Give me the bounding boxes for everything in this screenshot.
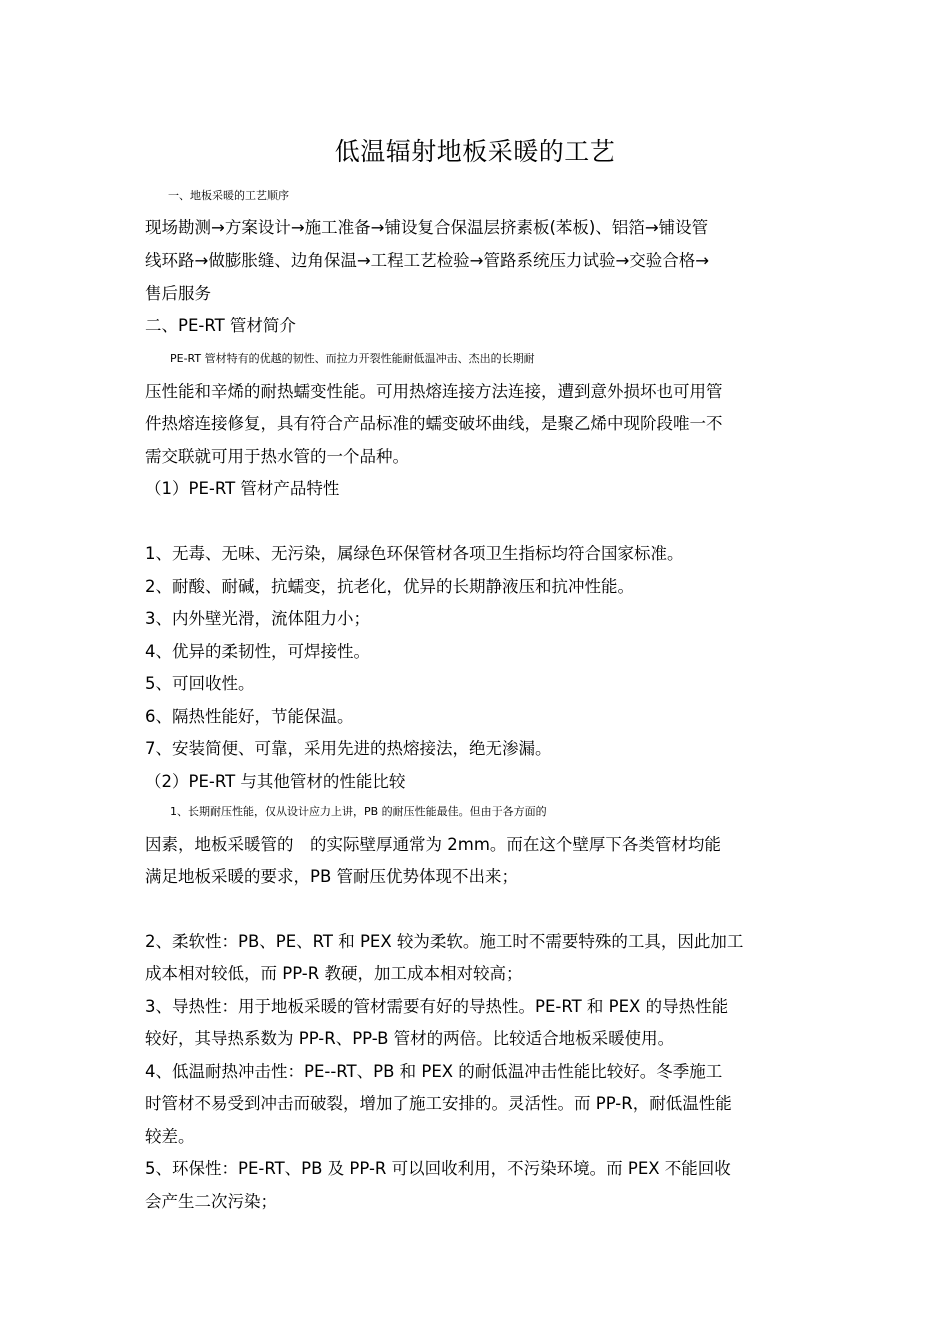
paragraph-line: 满足地板采暖的要求，PB 管耐压优势体现不出来； bbox=[145, 867, 519, 886]
list-item: 6、隔热性能好，节能保温。 bbox=[145, 707, 354, 726]
section-heading-2: 二、PE-RT 管材简介 bbox=[145, 316, 296, 335]
section-heading-1: 一、地板采暖的工艺顺序 bbox=[168, 189, 289, 202]
list-item: 5、可回收性。 bbox=[145, 674, 255, 693]
paragraph-line: PE-RT 管材特有的优越的韧性、而拉力开裂性能耐低温冲击、杰出的长期耐 bbox=[170, 352, 535, 365]
subsection-heading-1: （1）PE-RT 管材产品特性 bbox=[145, 479, 340, 498]
paragraph-line: 3、导热性：用于地板采暖的管材需要有好的导热性。PE-RT 和 PEX 的导热性能 bbox=[145, 997, 729, 1016]
document-title: 低温辐射地板采暖的工艺 bbox=[334, 137, 616, 166]
paragraph-line: 成本相对较低，而 PP-R 教硬，加工成本相对较高； bbox=[145, 964, 523, 983]
paragraph-line: 5、环保性：PE-RT、PB 及 PP-R 可以回收利用，不污染环境。而 PEX 不能回收 bbox=[145, 1159, 731, 1178]
paragraph-line: 1、长期耐压性能，仅从设计应力上讲，PB 的耐压性能最佳。但由于各方面的 bbox=[170, 805, 547, 818]
paragraph-line: 2、柔软性：PB、PE、RT 和 PEX 较为柔软。施工时不需要特殊的工具，因此加工 bbox=[145, 932, 744, 951]
paragraph-line: 时管材不易受到冲击而破裂，增加了施工安排的。灵活性。而 PP-R，耐低温性能 bbox=[145, 1094, 732, 1113]
subsection-heading-2: （2）PE-RT 与其他管材的性能比较 bbox=[145, 772, 406, 791]
paragraph-line: 较差。 bbox=[145, 1127, 195, 1146]
paragraph-line: 4、低温耐热冲击性：PE--RT、PB 和 PEX 的耐低温冲击性能比较好。冬季施工 bbox=[145, 1062, 723, 1081]
paragraph-line: 件热熔连接修复，具有符合产品标准的蠕变破坏曲线，是聚乙烯中现阶段唯一不 bbox=[145, 414, 723, 433]
list-item: 2、耐酸、耐碱，抗蠕变，抗老化，优异的长期静液压和抗冲性能。 bbox=[145, 577, 634, 596]
list-item: 1、无毒、无味、无污染，属绿色环保管材各项卫生指标均符合国家标准。 bbox=[145, 544, 684, 563]
paragraph-line: 会产生二次污染； bbox=[145, 1192, 277, 1211]
list-item: 4、优异的柔韧性，可焊接性。 bbox=[145, 642, 370, 661]
list-item: 7、安装简便、可靠，采用先进的热熔接法，绝无渗漏。 bbox=[145, 739, 552, 758]
paragraph-line: 需交联就可用于热水管的一个品种。 bbox=[145, 447, 409, 466]
paragraph-line: 因素，地板采暖管的 的实际壁厚通常为 2mm。而在这个壁厚下各类管材均能 bbox=[145, 835, 721, 854]
paragraph-line: 现场勘测→方案设计→施工准备→铺设复合保温层挤素板(苯板)、铝箔→铺设管 bbox=[145, 218, 709, 237]
paragraph-line: 售后服务 bbox=[145, 284, 211, 303]
paragraph-line: 压性能和辛烯的耐热蠕变性能。可用热熔连接方法连接，遭到意外损坏也可用管 bbox=[145, 382, 723, 401]
paragraph-line: 较好，其导热系数为 PP-R、PP-B 管材的两倍。比较适合地板采暖使用。 bbox=[145, 1029, 675, 1048]
paragraph-line: 线环路→做膨胀缝、边角保温→工程工艺检验→管路系统压力试验→交验合格→ bbox=[145, 251, 710, 270]
list-item: 3、内外壁光滑，流体阻力小； bbox=[145, 609, 370, 628]
